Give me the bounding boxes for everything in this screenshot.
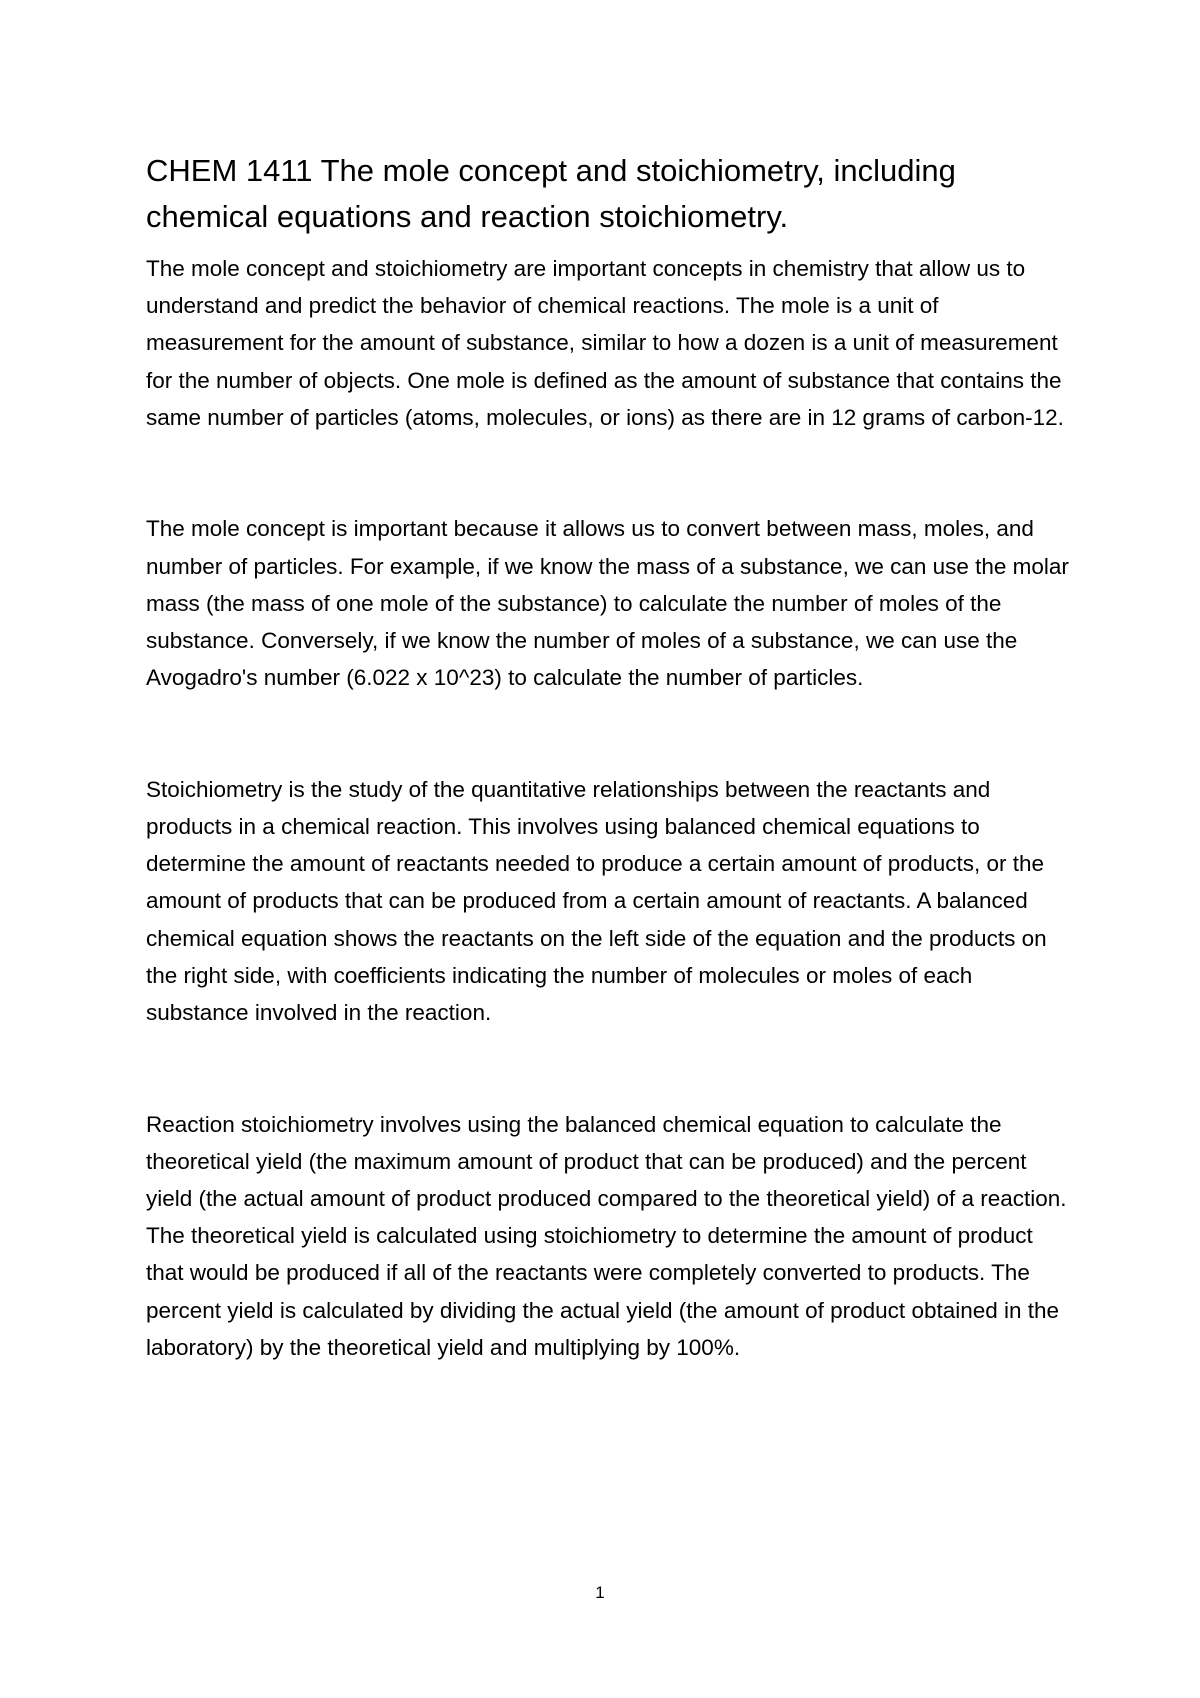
page-number: 1 xyxy=(595,1583,605,1602)
document-title: CHEM 1411 The mole concept and stoichiometry, including chemical equations and reaction stoichiometry. xyxy=(146,153,956,234)
paragraph-mole-concept-intro: The mole concept and stoichiometry are important concepts in chemistry that allow us to understand and predict the behavior of chemical reactions. The mole is a unit of measurement for the amount of substance, similar to how a dozen is a unit of measurement for the number of objects. One mole is defined as the amount of substance that contains the same number of particles (atoms, molecules, or ions) as there are in 12 grams of carbon-12. xyxy=(146,256,1064,430)
paragraph-stoichiometry: Stoichiometry is the study of the quantitative relationships between the reactants and products in a chemical reaction. This involves using balanced chemical equations to determine the amount of reactants needed to produce a certain amount of products, or the amount of products that can be produced from a certain amount of reactants. A balanced chemical equation shows the reactants on the left side of the equation and the products on the right side, with coefficients indicating the number of molecules or moles of each substance involved in the reaction. xyxy=(146,776,1047,1026)
document-body xyxy=(146,148,1076,1366)
paragraph-mole-conversions: The mole concept is important because it allows us to convert between mass, moles, and number of particles. For example, if we know the mass of a substance, we can use the molar mass (the mass of one mole of the substance) to calculate the number of moles of the substance. Conversely, if we know the number of moles of a substance, we can use the Avogadro's number (6.022 x 10^23) to calculate the number of particles. xyxy=(146,516,1069,691)
paragraph-reaction-stoichiometry: Reaction stoichiometry involves using the balanced chemical equation to calculate the theoretical yield (the maximum amount of product that can be produced) and the percent yield (the actual amount of product produced compared to the theoretical yield) of a reaction. The theoretical yield is calculated using stoichiometry to determine the amount of product that would be produced if all of the reactants were completely converted to products. The percent yield is calculated by dividing the actual yield (the amount of product obtained in the laboratory) by the theoretical yield and multiplying by 100%. xyxy=(146,1111,1067,1360)
